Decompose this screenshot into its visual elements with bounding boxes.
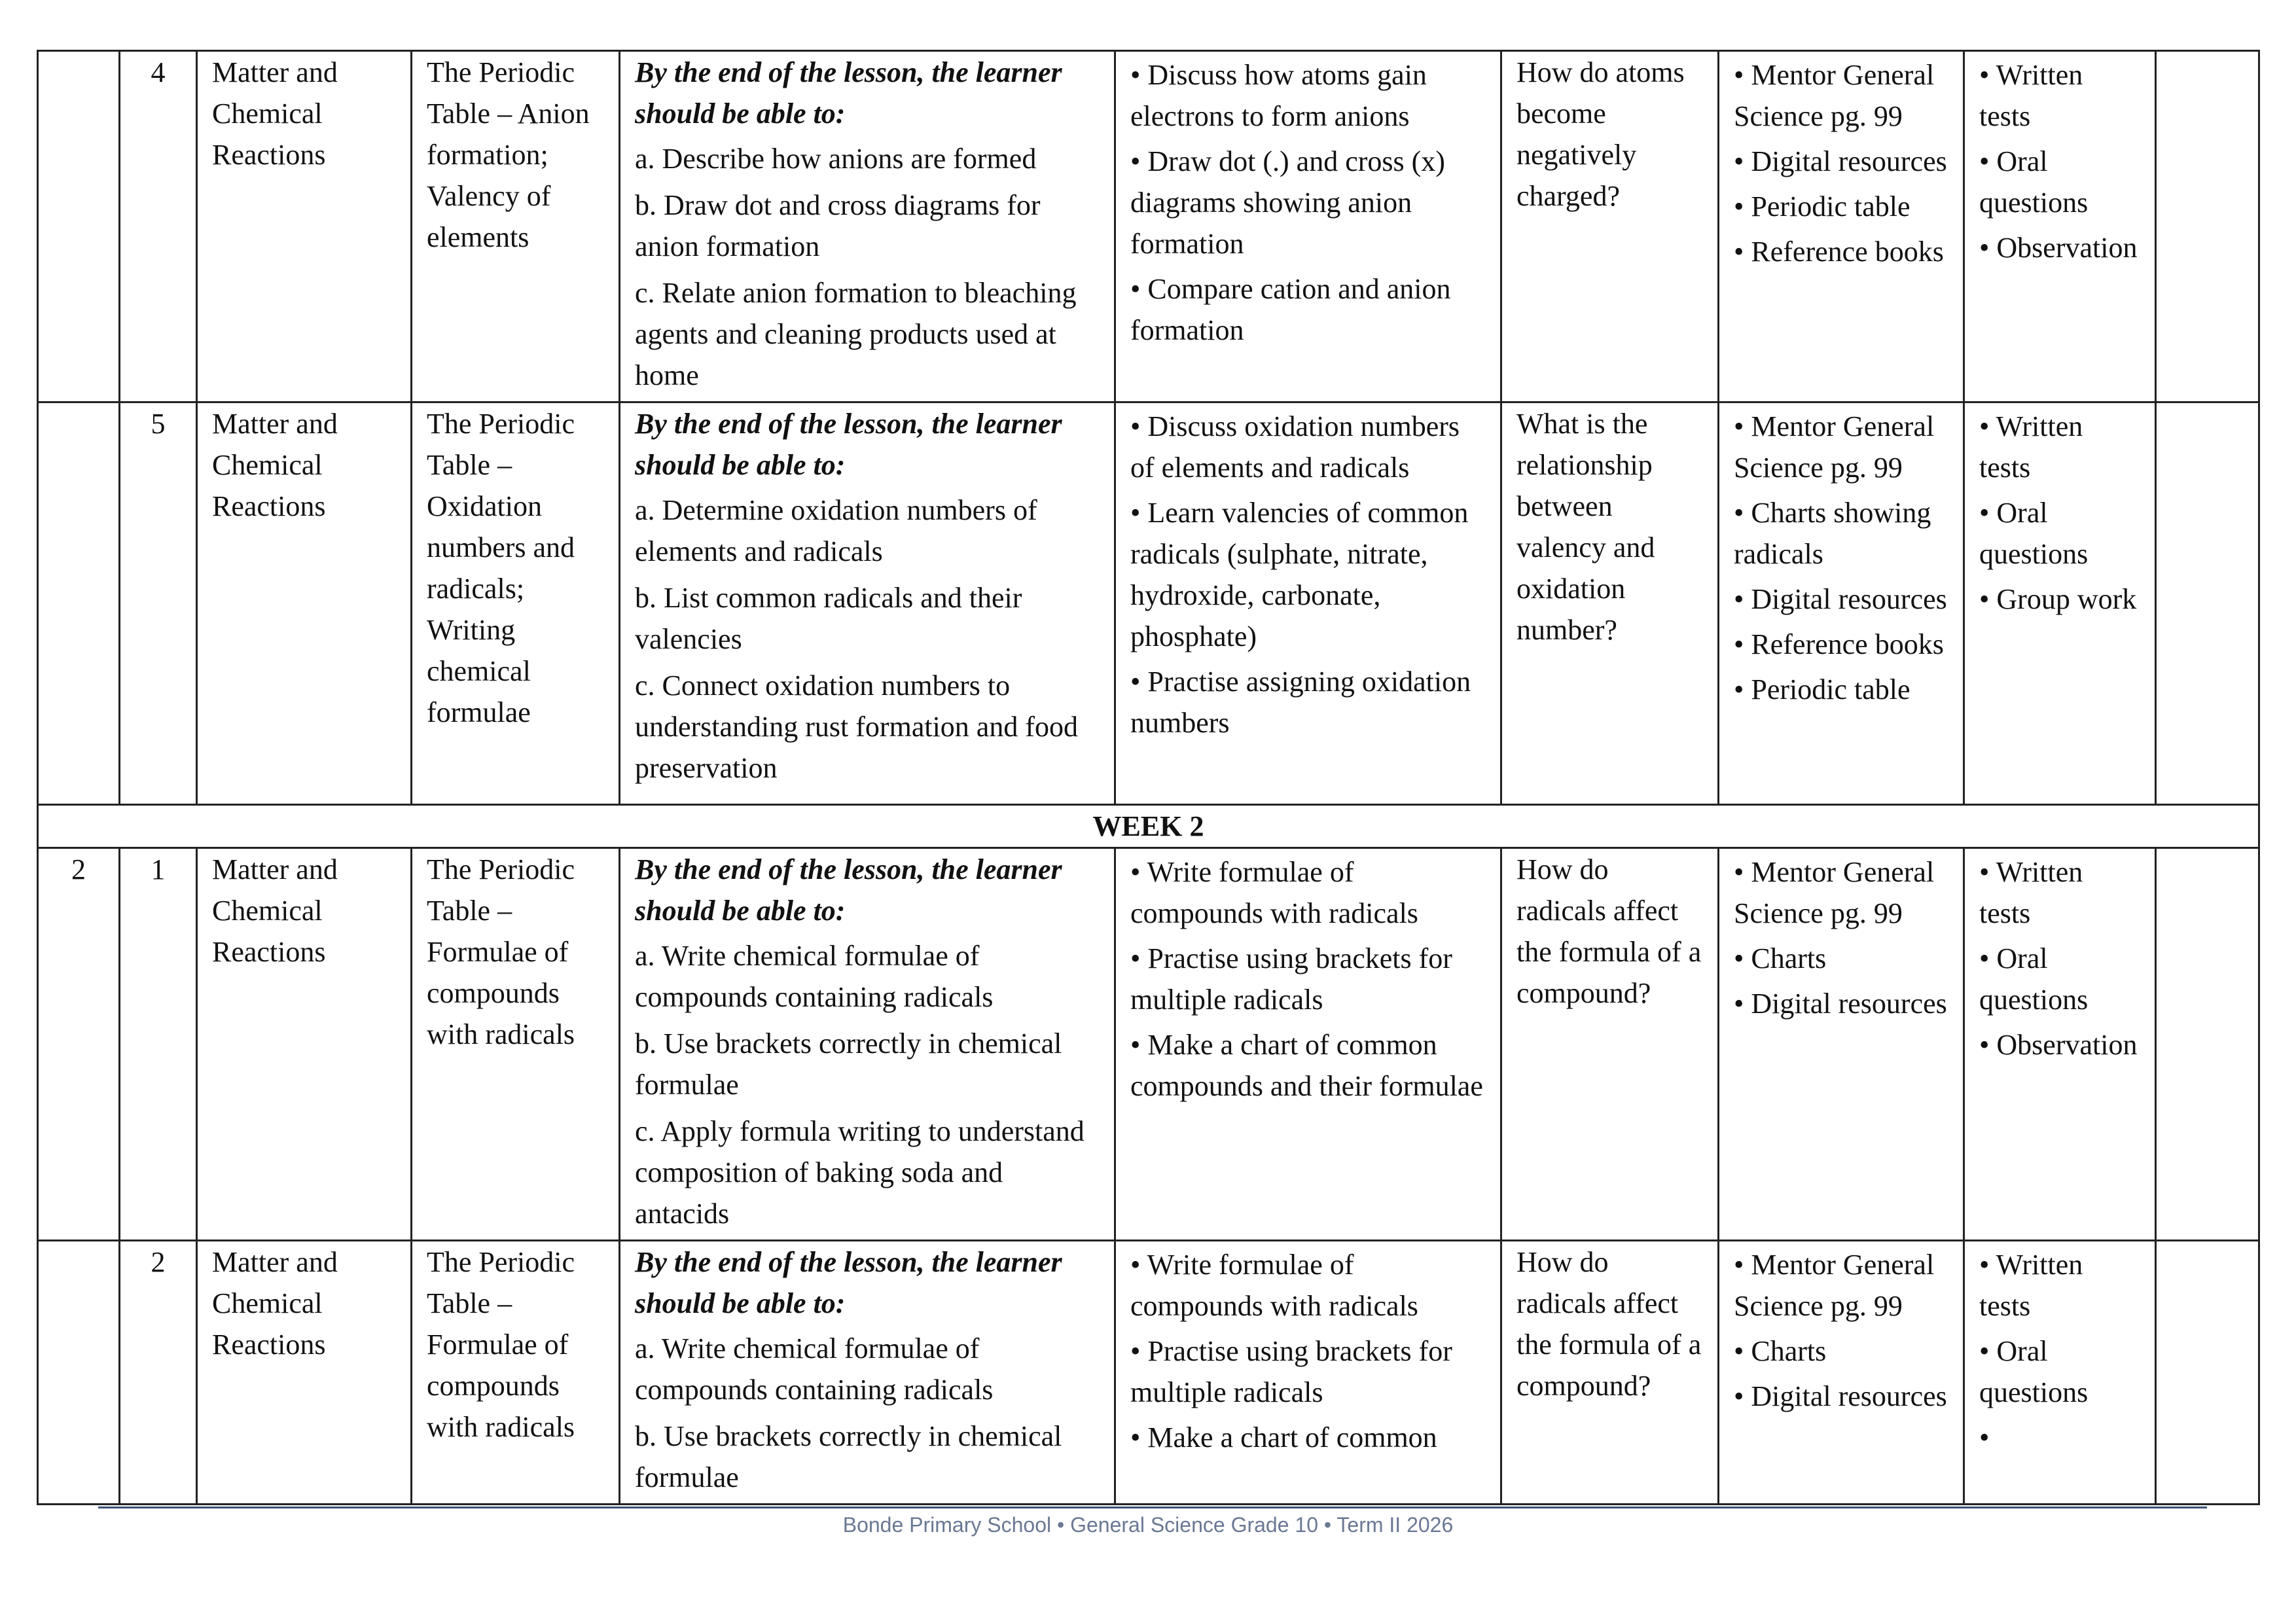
outcome-item: a. Write chemical formulae of compounds containing radicals — [635, 1332, 994, 1406]
assessment-cell — [1964, 402, 2156, 805]
outcome-item: a. Determine oxidation numbers of elements and radicals — [635, 494, 1037, 567]
experience-item: • Compare cation and anion formation — [1130, 273, 1451, 346]
experience-item: • Practise using brackets for multiple radicals — [1130, 1335, 1452, 1408]
resource-item: • Mentor General Science pg. 99 — [1734, 410, 1935, 484]
sub-strand-cell: The Periodic Table – Anion formation; Valency of elements — [412, 51, 620, 402]
outcomes-heading: By the end of the lesson, the learner should be able to: — [635, 853, 1062, 927]
scheme-of-work-table — [37, 50, 2260, 1505]
experience-item: • Discuss oxidation numbers of elements and radicals — [1130, 410, 1460, 484]
key-inquiry-cell: What is the relationship between valency and oxidation number? — [1501, 402, 1719, 805]
learning-experiences-cell — [1115, 402, 1501, 805]
resource-item: • Charts showing radicals — [1734, 497, 1931, 570]
outcome-item: b. Use brackets correctly in chemical formulae — [635, 1027, 1062, 1101]
strand-cell: Matter and Chemical Reactions — [197, 848, 412, 1241]
week-cell — [38, 402, 120, 805]
experience-item: • Make a chart of common compounds and their formulae — [1130, 1029, 1483, 1102]
assessment-item: • Written tests — [1979, 59, 2083, 132]
experience-item: • Write formulae of compounds with radicals — [1130, 856, 1418, 929]
assessment-item: • Oral questions — [1979, 942, 2089, 1016]
resource-item: • Reference books — [1734, 236, 1944, 268]
assessment-cell — [1964, 1241, 2156, 1505]
remarks-cell — [2156, 402, 2259, 805]
lesson-cell: 5 — [120, 402, 197, 805]
resource-item: • Mentor General Science pg. 99 — [1734, 1249, 1935, 1322]
week-header: WEEK 2 — [38, 805, 2259, 848]
resource-item: • Charts — [1734, 1335, 1827, 1367]
outcomes-heading: By the end of the lesson, the learner should be able to: — [635, 1246, 1062, 1319]
lesson-cell: 1 — [120, 848, 197, 1241]
resource-item: • Periodic table — [1734, 673, 1910, 705]
resource-item: • Charts — [1734, 942, 1827, 974]
assessment-item: • Oral questions — [1979, 497, 2089, 570]
experience-item: • Practise using brackets for multiple radicals — [1130, 942, 1452, 1016]
resource-item: • Reference books — [1734, 628, 1944, 660]
outcome-item: b. Use brackets correctly in chemical formulae — [635, 1420, 1062, 1493]
assessment-item: • Oral questions — [1979, 1335, 2089, 1408]
outcomes-heading: By the end of the lesson, the learner should be able to: — [635, 56, 1062, 130]
assessment-item: • Observation — [1979, 232, 2138, 264]
remarks-cell — [2156, 51, 2259, 402]
outcome-item: c. Connect oxidation numbers to understanding rust formation and food preservation — [635, 669, 1078, 784]
learning-outcomes-cell — [620, 848, 1115, 1241]
learning-experiences-cell — [1115, 848, 1501, 1241]
strand-cell: Matter and Chemical Reactions — [197, 402, 412, 805]
strand-cell: Matter and Chemical Reactions — [197, 51, 412, 402]
learning-outcomes-cell — [620, 402, 1115, 805]
week-header-row — [38, 805, 2259, 848]
remarks-cell — [2156, 1241, 2259, 1505]
resources-cell — [1719, 51, 1964, 402]
lesson-cell: 2 — [120, 1241, 197, 1505]
table-row — [38, 848, 2259, 1241]
outcome-item: c. Relate anion formation to bleaching agents and cleaning products used at home — [635, 277, 1077, 391]
experience-item: • Discuss how atoms gain electrons to form anions — [1130, 59, 1427, 132]
assessment-cell — [1964, 848, 2156, 1241]
assessment-item: • Observation — [1979, 1029, 2138, 1061]
learning-outcomes-cell — [620, 1241, 1115, 1505]
assessment-item: • Written tests — [1979, 1249, 2083, 1322]
learning-outcomes-cell — [620, 51, 1115, 402]
lesson-cell: 4 — [120, 51, 197, 402]
week-cell: 2 — [38, 848, 120, 1241]
assessment-item: • Group work — [1979, 583, 2137, 615]
page-footer: Bonde Primary School • General Science Grade 10 • Term II 2026 — [842, 1513, 1454, 1537]
resources-cell — [1719, 402, 1964, 805]
experience-item: • Learn valencies of common radicals (sulphate, nitrate, hydroxide, carbonate, phosphate) — [1130, 497, 1469, 652]
experience-item: • Practise assigning oxidation numbers — [1130, 666, 1471, 739]
resource-item: • Digital resources — [1734, 988, 1947, 1020]
resource-item: • Mentor General Science pg. 99 — [1734, 59, 1935, 132]
remarks-cell — [2156, 848, 2259, 1241]
experience-item: • Make a chart of common — [1130, 1421, 1437, 1454]
strand-cell: Matter and Chemical Reactions — [197, 1241, 412, 1505]
week-cell — [38, 1241, 120, 1505]
sub-strand-cell: The Periodic Table – Formulae of compounds with radicals — [412, 848, 620, 1241]
assessment-item: • Oral questions — [1979, 145, 2089, 219]
learning-experiences-cell — [1115, 1241, 1501, 1505]
resource-item: • Mentor General Science pg. 99 — [1734, 856, 1935, 929]
table-row — [38, 402, 2259, 805]
key-inquiry-cell: How do radicals affect the formula of a compound? — [1501, 848, 1719, 1241]
resource-item: • Digital resources — [1734, 145, 1947, 177]
outcome-item: a. Write chemical formulae of compounds containing radicals — [635, 940, 994, 1013]
key-inquiry-cell: How do atoms become negatively charged? — [1501, 51, 1719, 402]
experience-item: • Write formulae of compounds with radicals — [1130, 1249, 1418, 1322]
resources-cell — [1719, 1241, 1964, 1505]
sub-strand-cell: The Periodic Table – Oxidation numbers and radicals; Writing chemical formulae — [412, 402, 620, 805]
resource-item: • Periodic table — [1734, 190, 1910, 223]
resources-cell — [1719, 848, 1964, 1241]
outcome-item: c. Apply formula writing to understand composition of baking soda and antacids — [635, 1115, 1085, 1230]
resource-item: • Digital resources — [1734, 583, 1947, 615]
sub-strand-cell: The Periodic Table – Formulae of compounds with radicals — [412, 1241, 620, 1505]
resource-item: • Digital resources — [1734, 1380, 1947, 1412]
outcomes-heading: By the end of the lesson, the learner should be able to: — [635, 408, 1062, 481]
outcome-item: b. List common radicals and their valencies — [635, 582, 1022, 655]
outcome-item: b. Draw dot and cross diagrams for anion formation — [635, 189, 1041, 262]
table-row — [38, 1241, 2259, 1505]
assessment-item: • Written tests — [1979, 410, 2083, 484]
assessment-cell — [1964, 51, 2156, 402]
experience-item: • Draw dot (.) and cross (x) diagrams showing anion formation — [1130, 145, 1445, 260]
outcome-item: a. Describe how anions are formed — [635, 143, 1037, 175]
footer-divider — [98, 1507, 2207, 1508]
week-cell — [38, 51, 120, 402]
assessment-item: • Written tests — [1979, 856, 2083, 929]
learning-experiences-cell — [1115, 51, 1501, 402]
key-inquiry-cell: How do radicals affect the formula of a compound? — [1501, 1241, 1719, 1505]
table-row — [38, 51, 2259, 402]
assessment-item: • — [1979, 1421, 1990, 1454]
